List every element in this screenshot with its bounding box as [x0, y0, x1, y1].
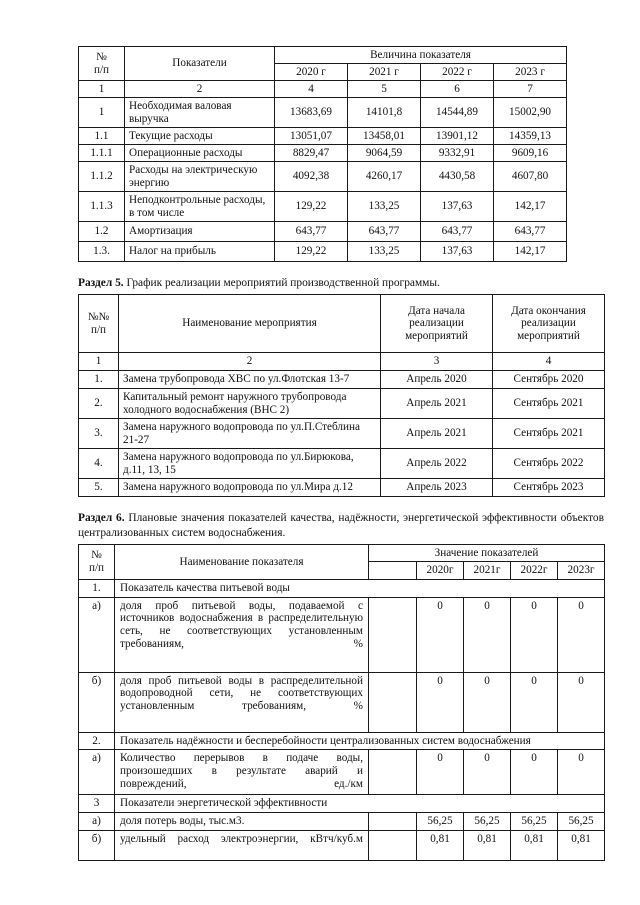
row-value-2023: 0 — [558, 750, 605, 795]
row-value-spacer — [369, 831, 417, 861]
row-end-date: Сентябрь 2023 — [493, 479, 605, 497]
table-row — [79, 242, 567, 262]
row-value-2020: 4092,38 — [275, 162, 348, 192]
row-value-2021: 0 — [464, 672, 511, 732]
header-cell-indicator-name: Наименование показателя — [115, 544, 369, 579]
row-name: Операционные расходы — [125, 145, 275, 162]
row-value-2020: 56,25 — [417, 813, 464, 831]
table-row — [79, 222, 567, 242]
row-value-spacer — [369, 597, 417, 672]
numbering-cell-7: 7 — [494, 81, 567, 98]
row-no: 1. — [79, 580, 115, 598]
row-value-2021: 0 — [464, 597, 511, 672]
table-group-row — [79, 732, 605, 750]
row-no: 1 — [79, 98, 125, 128]
row-no: 1.1.2 — [79, 162, 125, 192]
row-event-name: Замена наружного водопровода по ул.П.Стеблина 21-27 — [119, 419, 381, 449]
header-no-line2: п/п — [88, 561, 105, 574]
table-row — [79, 98, 567, 128]
row-value-spacer — [369, 813, 417, 831]
row-event-name: Замена трубопровода ХВС по ул.Флотская 13-7 — [119, 371, 381, 389]
row-value-2021: 0,81 — [464, 831, 511, 861]
row-value-2022: 14544,89 — [421, 98, 494, 128]
table-quality-reliability-indicators — [78, 544, 605, 861]
table-row — [79, 479, 605, 497]
row-value-2023: 15002,90 — [494, 98, 567, 128]
row-value-2020: 0,81 — [417, 831, 464, 861]
row-value-2020: 13051,07 — [275, 128, 348, 145]
numbering-cell-6: 6 — [421, 81, 494, 98]
row-name: Текущие расходы — [125, 128, 275, 145]
table-header-row — [79, 47, 567, 64]
row-no: 2. — [79, 732, 115, 750]
row-no: 5. — [79, 479, 119, 497]
table-numbering-row — [79, 353, 605, 371]
header-cell-value-group: Значение показателей — [369, 544, 605, 562]
row-value-2022: 137,63 — [421, 242, 494, 262]
row-event-name: Капитальный ремонт наружного трубопровода холодного водоснабжения (ВНС 2) — [119, 389, 381, 419]
row-value-2020: 8829,47 — [275, 145, 348, 162]
numbering-cell-3: 3 — [381, 353, 493, 371]
document-content — [78, 46, 604, 861]
row-value-2021: 56,25 — [464, 813, 511, 831]
table-implementation-schedule — [78, 294, 605, 497]
row-value-2022: 137,63 — [421, 192, 494, 222]
section-5-title: График реализации мероприятий производственной программы. — [126, 277, 440, 289]
row-value-2022: 0 — [511, 597, 558, 672]
table-header-row — [79, 295, 605, 353]
row-no: а) — [79, 597, 115, 672]
row-start-date: Апрель 2021 — [381, 389, 493, 419]
header-cell-year-2022: 2022 г — [421, 64, 494, 81]
row-no: 3 — [79, 795, 115, 813]
header-no-line1: № — [96, 50, 107, 63]
table-row — [79, 831, 605, 861]
section-6-title: Плановые значения показателей качества, надёжности, энергетической эффективности объектов централизованных систем водоснабжения. — [78, 512, 605, 539]
table-numbering-row — [79, 81, 567, 98]
header-cell-no — [79, 295, 119, 353]
row-value-2023: 142,17 — [494, 242, 567, 262]
row-value-2022: 0 — [511, 750, 558, 795]
table-header-row — [79, 544, 605, 562]
table-row — [79, 813, 605, 831]
row-name: Амортизация — [125, 222, 275, 242]
row-no: а) — [79, 750, 115, 795]
table-row — [79, 128, 567, 145]
row-indicator-name: Количество перерывов в подаче воды, произошедших в результате аварий и повреждений, ед./км — [115, 750, 369, 795]
row-name: Необходимая валовая выручка — [125, 98, 275, 128]
row-no: б) — [79, 672, 115, 732]
numbering-cell-1: 1 — [79, 81, 125, 98]
header-no-line1: № — [91, 549, 102, 562]
table-row — [79, 162, 567, 192]
row-value-2021: 13458,01 — [348, 128, 421, 145]
numbering-cell-2: 2 — [119, 353, 381, 371]
header-no-line2: п/п — [93, 63, 110, 76]
row-value-2021: 133,25 — [348, 242, 421, 262]
row-end-date: Сентябрь 2021 — [493, 419, 605, 449]
row-start-date: Апрель 2021 — [381, 419, 493, 449]
row-no: 1.1.1 — [79, 145, 125, 162]
row-end-date: Сентябрь 2021 — [493, 389, 605, 419]
section-5-label: Раздел 5. — [78, 277, 124, 289]
row-value-2021: 9064,59 — [348, 145, 421, 162]
row-value-2023: 0 — [558, 672, 605, 732]
row-end-date: Сентябрь 2022 — [493, 449, 605, 479]
numbering-cell-5: 5 — [348, 81, 421, 98]
row-no: 1.3. — [79, 242, 125, 262]
header-cell-year-2021: 2021 г — [348, 64, 421, 81]
table-group-row — [79, 580, 605, 598]
row-no: 1.2 — [79, 222, 125, 242]
table-row — [79, 597, 605, 672]
row-value-2021: 133,25 — [348, 192, 421, 222]
row-value-spacer — [369, 750, 417, 795]
header-cell-value-group: Величина показателя — [275, 47, 567, 64]
section-6-heading — [78, 511, 604, 540]
table-row — [79, 389, 605, 419]
header-cell-year-2022: 2022г — [511, 562, 558, 580]
table-tariff-indicators — [78, 46, 567, 262]
row-value-2021: 4260,17 — [348, 162, 421, 192]
table-row — [79, 419, 605, 449]
row-value-2023: 14359,13 — [494, 128, 567, 145]
row-no: 1.1 — [79, 128, 125, 145]
table-row — [79, 750, 605, 795]
table-group-row — [79, 795, 605, 813]
header-cell-start-date: Дата начала реализации мероприятий — [381, 295, 493, 353]
row-no: 1.1.3 — [79, 192, 125, 222]
row-start-date: Апрель 2023 — [381, 479, 493, 497]
table-row — [79, 145, 567, 162]
section-5-heading — [78, 276, 604, 290]
row-group-name: Показатель качества питьевой воды — [115, 580, 605, 598]
header-cell-no — [79, 544, 115, 579]
row-no: а) — [79, 813, 115, 831]
row-event-name: Замена наружного водопровода по ул.Бирюкова, д.11, 13, 15 — [119, 449, 381, 479]
row-value-2023: 56,25 — [558, 813, 605, 831]
row-value-2023: 0,81 — [558, 831, 605, 861]
row-group-name: Показатель надёжности и бесперебойности централизованных систем водоснабжения — [115, 732, 605, 750]
row-event-name: Замена наружного водопровода по ул.Мира д.12 — [119, 479, 381, 497]
row-value-2022: 4430,58 — [421, 162, 494, 192]
row-value-2022: 9332,91 — [421, 145, 494, 162]
row-name: Неподконтрольные расходы, в том числе — [125, 192, 275, 222]
row-value-2022: 13901,12 — [421, 128, 494, 145]
row-value-2023: 0 — [558, 597, 605, 672]
row-value-2020: 0 — [417, 750, 464, 795]
header-cell-no — [79, 47, 125, 81]
header-cell-year-2021: 2021г — [464, 562, 511, 580]
section-6-label: Раздел 6. — [78, 512, 125, 525]
numbering-cell-1: 1 — [79, 353, 119, 371]
row-no: 2. — [79, 389, 119, 419]
row-indicator-name: доля потерь воды, тыс.м3. — [115, 813, 369, 831]
row-value-2020: 0 — [417, 672, 464, 732]
row-indicator-name: доля проб питьевой воды в распределительной водопроводной сети, не соответствующих установленным требованиям, % — [115, 672, 369, 732]
row-value-2023: 9609,16 — [494, 145, 567, 162]
row-value-2021: 0 — [464, 750, 511, 795]
table-row — [79, 672, 605, 732]
row-name: Налог на прибыль — [125, 242, 275, 262]
row-value-2020: 13683,69 — [275, 98, 348, 128]
row-value-2021: 14101,8 — [348, 98, 421, 128]
header-cell-year-2023: 2023г — [558, 562, 605, 580]
row-value-2023: 4607,80 — [494, 162, 567, 192]
header-cell-year-2023: 2023 г — [494, 64, 567, 81]
row-value-2020: 0 — [417, 597, 464, 672]
numbering-cell-4: 4 — [493, 353, 605, 371]
row-name: Расходы на электрическую энергию — [125, 162, 275, 192]
row-group-name: Показатели энергетической эффективности — [115, 795, 605, 813]
row-end-date: Сентябрь 2020 — [493, 371, 605, 389]
row-no: 4. — [79, 449, 119, 479]
row-start-date: Апрель 2022 — [381, 449, 493, 479]
row-no: 1. — [79, 371, 119, 389]
row-start-date: Апрель 2020 — [381, 371, 493, 389]
row-value-2022: 0,81 — [511, 831, 558, 861]
row-value-2023: 142,17 — [494, 192, 567, 222]
row-value-2023: 643,77 — [494, 222, 567, 242]
table-row — [79, 449, 605, 479]
row-value-2021: 643,77 — [348, 222, 421, 242]
row-value-2020: 643,77 — [275, 222, 348, 242]
row-no: б) — [79, 831, 115, 861]
header-no-line1: №№ — [87, 311, 110, 324]
row-indicator-name: доля проб питьевой воды, подаваемой с источников водоснабжения в распределительную сеть, не соответствующих установленным требованиям, % — [115, 597, 369, 672]
row-value-2022: 0 — [511, 672, 558, 732]
table-row — [79, 371, 605, 389]
header-cell-year-2020: 2020 г — [275, 64, 348, 81]
row-indicator-name: удельный расход электроэнергии, кВтч/куб.м — [115, 831, 369, 861]
numbering-cell-4: 4 — [275, 81, 348, 98]
header-cell-spacer — [369, 562, 417, 580]
numbering-cell-2: 2 — [125, 81, 275, 98]
row-value-spacer — [369, 672, 417, 732]
row-value-2020: 129,22 — [275, 242, 348, 262]
table-row — [79, 192, 567, 222]
row-value-2022: 643,77 — [421, 222, 494, 242]
row-value-2022: 56,25 — [511, 813, 558, 831]
row-no: 3. — [79, 419, 119, 449]
header-cell-event: Наименование мероприятия — [119, 295, 381, 353]
header-no-line2: п/п — [90, 323, 107, 336]
header-cell-end-date: Дата окончания реализации мероприятий — [493, 295, 605, 353]
header-cell-year-2020: 2020г — [417, 562, 464, 580]
header-cell-indicators: Показатели — [125, 47, 275, 81]
row-value-2020: 129,22 — [275, 192, 348, 222]
